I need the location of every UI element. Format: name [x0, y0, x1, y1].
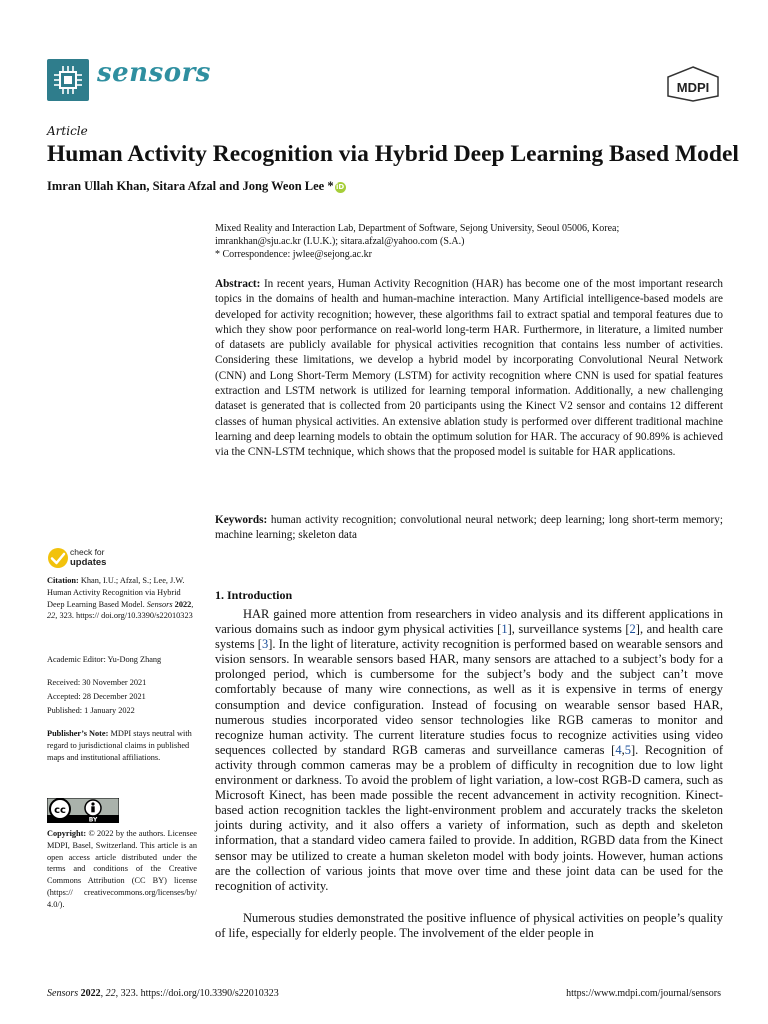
- citation-block: Citation: Khan, I.U.; Afzal, S.; Lee, J.W. Human Activity Recognition via Hybrid Deep Learning Based Model. Sensors 2022, 22, 323. https:// doi.org/10.3390/s22010323: [47, 576, 194, 621]
- keywords-text: human activity recognition; convolutional neural network; deep learning; long short-term memory; machine learning; skeleton data: [215, 514, 723, 542]
- authors-text: Imran Ullah Khan, Sitara Afzal and Jong Weon Lee *: [47, 179, 334, 193]
- section-heading-introduction: 1. Introduction: [215, 588, 293, 602]
- footer-journal-url[interactable]: https://www.mdpi.com/journal/sensors: [566, 988, 721, 999]
- footer-doi[interactable]: , 323. https://doi.org/10.3390/s22010323: [115, 988, 279, 999]
- citation-volume: 22: [47, 611, 56, 621]
- citation-rest: , 323. https://: [55, 611, 100, 621]
- journal-logo: [47, 59, 89, 101]
- chip-icon: [47, 59, 89, 101]
- copyright-label: Copyright:: [47, 829, 87, 838]
- abstract-label: Abstract:: [215, 278, 261, 290]
- citation-label: Citation:: [47, 576, 79, 585]
- cc-by-badge[interactable]: [47, 798, 119, 823]
- publishers-note-text: MDPI stays neutral with regard to jurisdictional claims in published maps and institutional affiliations.: [47, 729, 192, 762]
- svg-text:cc: cc: [54, 805, 66, 816]
- copyright-text: © 2022 by the authors. Licensee MDPI, Basel, Switzerland. This article is an open access article distributed under the terms and conditions of the Creative Commons Attribution (CC BY) license (https:// creativecommons.org/licenses/by/ 4.0/).: [47, 829, 197, 909]
- abstract-text: In recent years, Human Activity Recognition (HAR) has become one of the most important research topics in the domains of health and human-machine interaction. Many Artificial intelligence-based models are developed for activity recognition; however, these algorithms fail to extract spatial and temporal features due to which they show poor performance on real-world long-term HAR. Furthermore, in literature, a limited number of datasets are publicly available for physical activities recognition that contains less number of activities. Considering these limitations, we develop a hybrid model by incorporating Convolutional Neural Network (CNN) and Long Short-Term Memory (LSTM) for activity recognition where CNN is used for spatial features extraction and LSTM network is utilized for learning temporal information. Additionally, a new challenging dataset is generated that is collected from 20 participants using the Kinect V2 sensor and contains 12 different classes of human physical activities. An extensive ablation study is performed over different traditional machine learning and deep learning models to obtain the optimum solution for HAR. The accuracy of 90.89% is achieved via the CNN-LSTM technique, which shows that the proposed model is suitable for HAR applications.: [215, 278, 724, 459]
- keywords-label: Keywords:: [215, 514, 268, 526]
- citation-ref-4[interactable]: 4: [615, 742, 622, 757]
- publishers-note-label: Publisher’s Note:: [47, 729, 109, 738]
- citation-ref-2[interactable]: 2: [629, 622, 636, 637]
- mdpi-logo[interactable]: [666, 66, 720, 102]
- article-title: Human Activity Recognition via Hybrid Deep Learning Based Model: [47, 141, 739, 167]
- correspondence: * Correspondence: jwlee@sejong.ac.kr: [215, 249, 372, 260]
- keywords: [215, 513, 723, 544]
- published-date: Published: 1 January 2022: [47, 706, 135, 715]
- orcid-icon[interactable]: iD: [336, 183, 345, 191]
- received-date: Received: 30 November 2021: [47, 678, 147, 687]
- copyright-block: [47, 828, 197, 911]
- footer-citation: Sensors 2022, 22, 323. https://doi.org/10.3390/s22010323: [47, 988, 279, 999]
- citation-year: 2022: [174, 599, 192, 609]
- journal-name[interactable]: sensors: [97, 58, 211, 88]
- affiliation-emails: imrankhan@sju.ac.kr (I.U.K.); sitara.afzal@yahoo.com (S.A.): [215, 236, 465, 247]
- citation-ref-1[interactable]: 1: [501, 622, 508, 637]
- citation-ref-5[interactable]: 5: [624, 742, 631, 757]
- citation-ref-3[interactable]: 3: [261, 637, 269, 652]
- check-for-updates[interactable]: [70, 548, 106, 567]
- affiliation-line: Mixed Reality and Interaction Lab, Department of Software, Sejong University, Seoul 05006, Korea;: [215, 223, 620, 234]
- citation-text: Khan, I.U.; Afzal, S.; Lee, J.W. Human Activity Recognition via Hybrid Deep Learning Based Model.: [47, 576, 185, 609]
- footer-year: 2022: [80, 988, 101, 999]
- citation-journal: Sensors: [146, 599, 173, 609]
- footer-journal: Sensors: [47, 988, 79, 999]
- check-for-updates-icon[interactable]: [47, 547, 69, 569]
- mdpi-logo-text: MDPI: [676, 80, 710, 95]
- check-for-label: check for: [70, 547, 105, 557]
- citation-doi[interactable]: doi.org/10.3390/s22010323: [101, 611, 193, 621]
- academic-editor: Academic Editor: Yu-Dong Zhang: [47, 655, 162, 664]
- accepted-date: Accepted: 28 December 2021: [47, 692, 146, 701]
- abstract: [215, 277, 723, 461]
- article-type: Article: [47, 124, 88, 138]
- publishers-note: [47, 728, 197, 763]
- intro-paragraph-1: HAR gained more attention from researchers in video analysis and its different applications in various domains such as indoor gym physical activities [1], surveillance systems [2], and health care systems [3]. In the light of literature, activity recognition is performed based on wearable sensors and vision sensors. In wearable sensors based HAR, many sensors are attached to a subject’s body for a prolonged period, which is cumbersome for the subject’s body and the subject can’t move comfortably because of many wire connections, as well as it is expensive in terms of energy consumption and device configuration. Instead of focusing on wearable sensor based HAR, numerous studies incorporated video sensor technologies like RGB cameras to monitor and recognize human activity. The current literature studies focus to recognize activities using video sequences collected by standard RGB cameras and surveillance cameras [4,5]. Recognition of activity through common cameras may be a problem of difficulty in recognition due to low light environment or darkness. To avoid the problem of light variation, a low-cost RGB-D camera, such as Microsoft Kinect, has been made possible the recent advancement in activity recognition. Kinect-based action recognition tackles the light-environment problem and accurately tracks the skeleton joints during activity, and it also offers a variety of information, such as depth and skeleton information, that a standard video camera failed to provide. In addition, RGBD data from the Kinect sensor may be utilized to create a human skeleton model with body joints. However, human actions are the collection of various joints that move over time and these joint data can be used for the recognition of activity.: [215, 607, 723, 893]
- author-list: [47, 179, 346, 194]
- updates-label: updates: [70, 556, 107, 568]
- intro-paragraph-2: Numerous studies demonstrated the positive influence of physical activities on people’s quality of life, especially for elderly people. The involvement of the elder people in: [215, 911, 723, 941]
- cc-badge-text: BY: [88, 816, 98, 823]
- footer-volume: 22: [105, 988, 116, 999]
